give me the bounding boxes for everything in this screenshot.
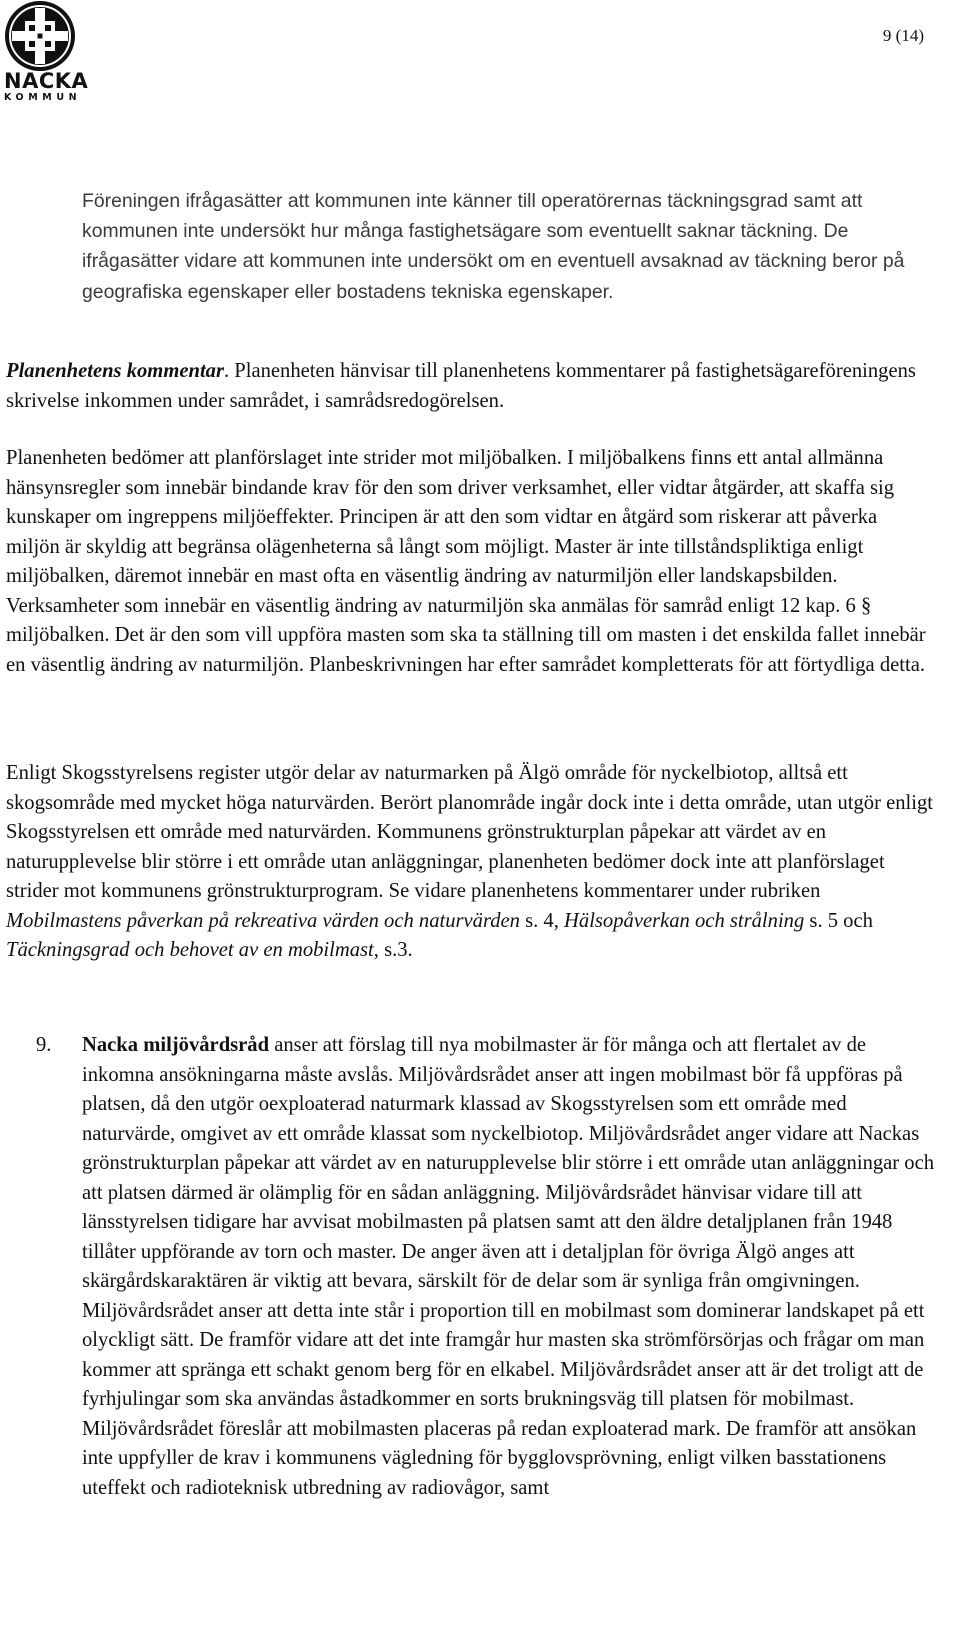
reference-2: Hälsopåverkan och strålning bbox=[564, 909, 805, 932]
reference-2-page: s. 5 och bbox=[804, 909, 873, 932]
nacka-logo bbox=[4, 0, 89, 103]
comment-text: . Planenheten hänvisar till planenhetens kommentarer på fastighetsägareföreningens skrivelse inkommen under samrådet, i samrådsredogörelsen. bbox=[6, 360, 916, 412]
comment-label: Planenhetens kommentar bbox=[6, 360, 224, 382]
paragraph-4-text: Enligt Skogsstyrelsens register utgör delar av naturmarken på Älgö område för nyckelbiotop, alltså ett skogsområde med mycket höga naturvärden. Berört planområde ingår dock inte i detta område, utan utgör enligt Skogsstyrelsen ett område med naturvärden. Kommunens grönstrukturplan påpekar att värdet av en naturupplevelse blir större i ett område utan anläggningar, planenheten bedömer dock inte att planförslaget strider mot kommunens grönstrukturprogram. Se vidare planenhetens kommentarer under rubriken bbox=[6, 762, 934, 902]
list-item-9 bbox=[36, 1031, 942, 1503]
list-item-text: anser att förslag till nya mobilmaster är för många och att flertalet av de inkomna ansökningarna måste avslås. Miljövårdsrådet anser att ingen mobilmast bör få uppföras på platsen, då den utgör oexploaterad naturmark klassad av Skogsstyrelsen som ett område med naturvärde, omgivet av ett område klassat som nyckelbiotop. Miljövårdsrådet anger vidare att Nackas grönstrukturplan påpekar att värdet av en naturupplevelse blir större i ett område utan anläggningar och att platsen därmed är olämplig för en sådan anläggning. Miljövårdsrådet hänvisar vidare till att länsstyrelsen tidigare har avvisat mobilmasten på platsen samt att den äldre detaljplanen från 1948 tillåter uppförande av torn och master. De anger även att i detaljplan för övriga Älgö anges att skärgårdskaraktären är viktig att bevara, särskilt för de delar som är synliga från omgivningen. Miljövårdsrådet anser att detta inte står i proportion till en mobilmast som dominerar landskapet på ett olyckligt sätt. De framför vidare att det inte framgår hur masten ska strömförsörjas och frågar om man kommer att spränga ett schakt genom berg för en elkabel. Miljövårdsrådet anser att är det troligt att de fyrhjulingar som ska användas åstadkommer en sorts brukningsväg till platsen för mobilmast. Miljövårdsrådet föreslår att mobilmasten placeras på redan exploaterad mark. De framför att ansökan inte uppfyller de krav i kommunens vägledning för bygglovsprövning, enligt vilken basstationens uteffekt och radioteknisk utbredning av radiovågor, samt bbox=[82, 1034, 935, 1499]
paragraph-2 bbox=[6, 357, 936, 416]
paragraph-3-text: Planenheten bedömer att planförslaget inte strider mot miljöbalken. I miljöbalkens finns ett antal allmänna hänsynsregler som innebär bindande krav för den som driver verksamhet, eller vidtar åtgärder, att skaffa sig kunskaper om ingreppens miljöeffekter. Principen är att den som vidtar en åtgärd som riskerar att påverka miljön är skyldig att begränsa olägenheterna så långt som möjligt. Master är inte tillståndspliktiga enligt miljöbalken, däremot innebär en mast ofta en väsentlig ändring av naturmiljön eller landskapsbilden. Verksamheter som innebär en väsentlig ändring av naturmiljön ska anmälas för samråd enligt 12 kap. 6 § miljöbalken. Det är den som vill uppföra masten som ska ta ställning till om masten i det enskilda fallet innebär en väsentlig ändring av naturmiljön. Planbeskrivningen har efter samrådet kompletterats för att förtydliga detta. bbox=[6, 447, 926, 676]
reference-3-page: , s.3. bbox=[373, 939, 413, 961]
list-item-subject: Nacka miljövårdsråd bbox=[82, 1034, 270, 1056]
logo-sub: KOMMUN bbox=[4, 92, 82, 103]
nacka-emblem-icon bbox=[4, 0, 76, 72]
list-item-number: 9. bbox=[36, 1034, 52, 1056]
reference-3: Täckningsgrad och behovet av en mobilmast bbox=[6, 939, 374, 961]
reference-1: Mobilmastens påverkan på rekreativa värden och naturvärden bbox=[6, 909, 520, 932]
page-number: 9 (14) bbox=[882, 26, 924, 45]
logo-name: NACKA bbox=[4, 69, 89, 93]
reference-1-page: s. 4, bbox=[519, 909, 565, 932]
paragraph-3 bbox=[6, 444, 936, 680]
paragraph-4 bbox=[6, 759, 936, 966]
paragraph-1: Föreningen ifrågasätter att kommunen inte känner till operatörernas täckningsgrad samt att kommunen inte undersökt hur många fastighetsägare som eventuellt saknar täckning. De ifrågasätter vidare att kommunen inte undersökt om en eventuell avsaknad av täckning beror på geografiska egenskaper eller bostadens tekniska egenskaper. bbox=[82, 190, 905, 303]
